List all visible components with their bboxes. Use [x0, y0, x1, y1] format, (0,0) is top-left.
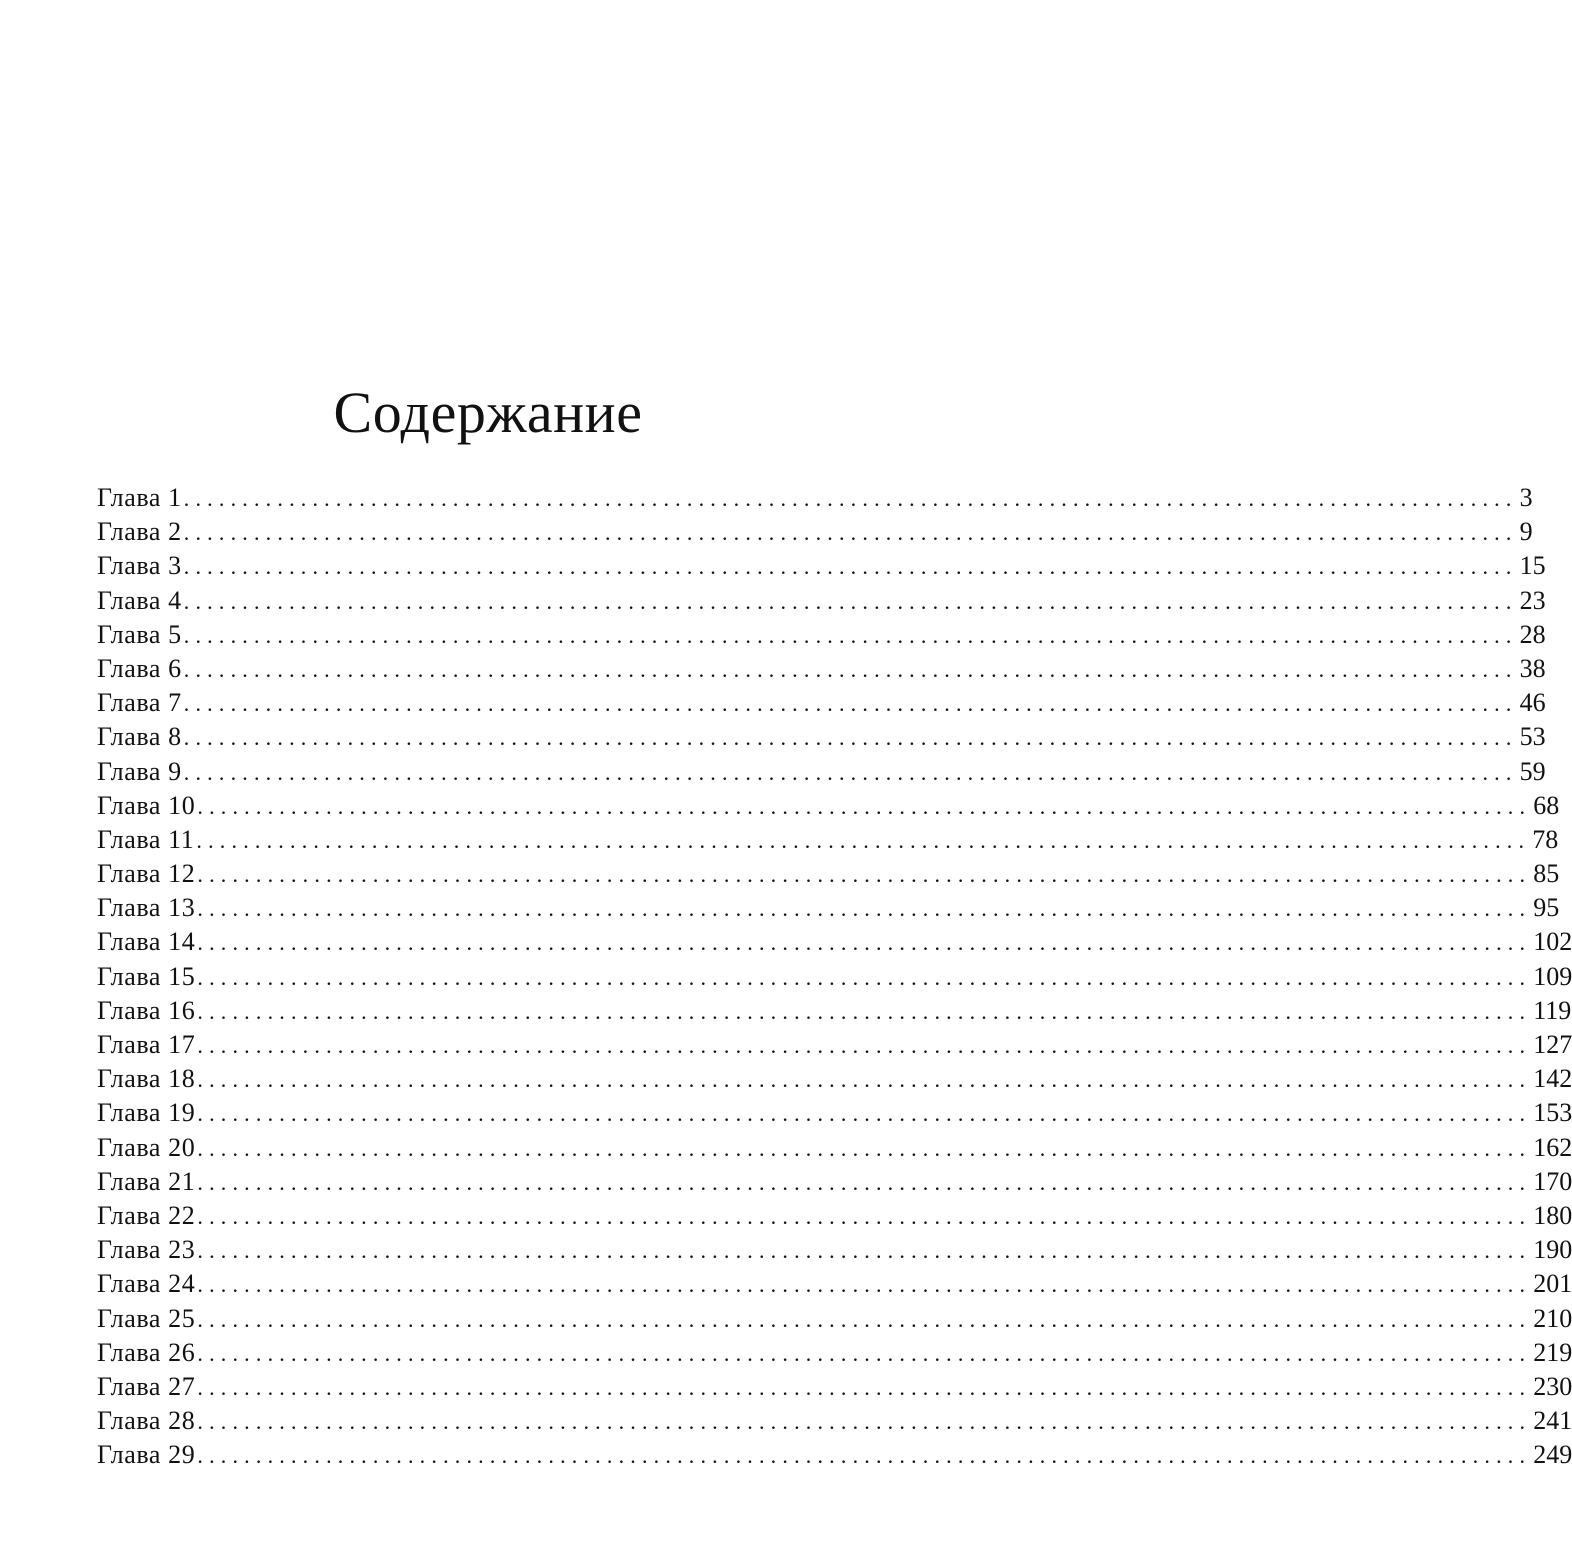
toc-entry-label: Глава 7: [97, 688, 182, 718]
dot-leader: ..................................................................................................................: [197, 1443, 1532, 1469]
dot-leader: ..................................................................................................................: [197, 1340, 1532, 1366]
toc-entry[interactable]: [97, 549, 1546, 583]
toc-entry[interactable]: [97, 1267, 1572, 1301]
dot-leader: ..................................................................................................................: [197, 793, 1532, 819]
toc-entry-label: Глава 15: [97, 961, 196, 991]
toc-entry[interactable]: [97, 515, 1533, 549]
toc-entry-page-number: 170: [1533, 1166, 1572, 1196]
toc-entry-label: Глава 14: [97, 927, 196, 957]
toc-entry-label: Глава 13: [97, 893, 196, 923]
toc-entry-page-number: 142: [1533, 1064, 1572, 1094]
toc-entry[interactable]: [97, 857, 1560, 891]
toc-entry-page-number: 241: [1533, 1406, 1572, 1436]
dot-leader: ..................................................................................................................: [183, 554, 1518, 580]
toc-entry-label: Глава 10: [97, 790, 196, 820]
toc-entry-page-number: 46: [1519, 688, 1546, 718]
toc-entry-label: Глава 17: [97, 1030, 196, 1059]
dot-leader: ..................................................................................................................: [197, 1203, 1532, 1229]
toc-entry-page-number: 119: [1533, 995, 1572, 1025]
toc-entry[interactable]: [97, 686, 1546, 720]
toc-entry-page-number: 3: [1519, 483, 1533, 512]
toc-entry[interactable]: [97, 720, 1546, 754]
toc-entry[interactable]: [97, 652, 1546, 686]
toc-entry-page-number: 153: [1533, 1098, 1572, 1128]
toc-entry-label: Глава 16: [97, 995, 196, 1025]
dot-leader: ..................................................................................................................: [197, 1169, 1532, 1195]
toc-entry[interactable]: [97, 891, 1560, 925]
dot-leader: ..................................................................................................................: [183, 622, 1518, 648]
toc-entry[interactable]: [97, 925, 1572, 959]
dot-leader: ..................................................................................................................: [197, 1033, 1532, 1058]
toc-entry[interactable]: [97, 1199, 1572, 1233]
toc-entry-page-number: 201: [1533, 1269, 1572, 1299]
toc-entry-page-number: 190: [1533, 1235, 1572, 1265]
dot-leader: ..................................................................................................................: [183, 520, 1518, 546]
toc-entry-label: Глава 20: [97, 1132, 196, 1162]
toc-entry-page-number: 38: [1519, 653, 1546, 683]
toc-entry[interactable]: [97, 789, 1560, 823]
toc-entry[interactable]: [97, 584, 1546, 618]
toc-entry-label: Глава 6: [97, 653, 182, 683]
toc-entry-label: Глава 11: [97, 824, 195, 854]
toc-entry[interactable]: [97, 994, 1572, 1028]
toc-entry-page-number: 127: [1533, 1030, 1572, 1059]
toc-entry-page-number: 15: [1519, 551, 1546, 581]
toc-entry[interactable]: [97, 1096, 1572, 1130]
toc-entry-page-number: 219: [1533, 1337, 1572, 1367]
toc-entry-page-number: 180: [1533, 1200, 1572, 1230]
toc-entry-label: Глава 2: [97, 517, 182, 547]
toc-entry-label: Глава 26: [97, 1337, 196, 1367]
dot-leader: ..................................................................................................................: [197, 1272, 1532, 1298]
toc-entry[interactable]: [97, 618, 1546, 652]
toc-entry-label: Глава 29: [97, 1440, 196, 1470]
dot-leader: ..................................................................................................................: [183, 691, 1518, 717]
toc-entry-page-number: 102: [1533, 927, 1572, 957]
dot-leader: ..................................................................................................................: [197, 1101, 1532, 1127]
toc-entry[interactable]: [97, 1233, 1572, 1267]
toc-entry-page-number: 68: [1533, 790, 1560, 820]
toc-entry[interactable]: [97, 1404, 1572, 1438]
dot-leader: ..................................................................................................................: [197, 964, 1532, 990]
toc-entry-label: Глава 21: [97, 1166, 196, 1196]
dot-leader: ..................................................................................................................: [197, 930, 1532, 956]
dot-leader: ..................................................................................................................: [197, 1306, 1532, 1332]
dot-leader: ..................................................................................................................: [197, 998, 1532, 1024]
toc-entry-page-number: 59: [1519, 756, 1546, 786]
toc-entry-page-number: 9: [1519, 517, 1533, 547]
toc-entry-page-number: 78: [1532, 824, 1559, 854]
toc-entry[interactable]: [97, 755, 1546, 789]
toc-entry-label: Глава 3: [97, 551, 182, 581]
toc-entry[interactable]: [97, 1062, 1572, 1096]
toc-entry-label: Глава 24: [97, 1269, 196, 1299]
toc-entry-label: Глава 25: [97, 1303, 196, 1333]
toc-entry-label: Глава 18: [97, 1064, 196, 1094]
toc-entry-label: Глава 1: [97, 483, 182, 512]
toc-entry-label: Глава 23: [97, 1235, 196, 1265]
dot-leader: ..................................................................................................................: [183, 486, 1518, 511]
toc-entry-page-number: 23: [1519, 585, 1546, 615]
dot-leader: ..................................................................................................................: [183, 725, 1518, 751]
toc-entry-label: Глава 4: [97, 585, 182, 615]
dot-leader: ..................................................................................................................: [197, 1374, 1532, 1400]
dot-leader: ..................................................................................................................: [183, 656, 1518, 682]
toc-entry-page-number: 210: [1533, 1303, 1572, 1333]
dot-leader: ..................................................................................................................: [183, 759, 1518, 785]
toc-entry-page-number: 249: [1533, 1440, 1572, 1470]
toc-entry-label: Глава 27: [97, 1371, 196, 1401]
toc-entry[interactable]: [97, 823, 1559, 857]
dot-leader: ..................................................................................................................: [197, 862, 1532, 888]
toc-entry-page-number: 162: [1533, 1132, 1572, 1162]
toc-entry-label: Глава 8: [97, 722, 182, 752]
toc-entry-page-number: 28: [1519, 619, 1546, 649]
toc-entry[interactable]: [97, 481, 1533, 515]
toc-entry-page-number: 109: [1533, 961, 1572, 991]
toc-entry[interactable]: [97, 1131, 1572, 1165]
table-of-contents: [97, 481, 1572, 1472]
toc-entry-label: Глава 9: [97, 756, 182, 786]
dot-leader: ..................................................................................................................: [197, 1135, 1532, 1161]
toc-entry-label: Глава 12: [97, 859, 196, 889]
toc-entry[interactable]: [97, 1370, 1572, 1404]
toc-entry[interactable]: [97, 1028, 1572, 1062]
toc-entry-page-number: 85: [1533, 859, 1560, 889]
dot-leader: ..................................................................................................................: [183, 588, 1518, 614]
toc-entry-label: Глава 5: [97, 619, 182, 649]
toc-entry[interactable]: [97, 1336, 1572, 1370]
toc-entry-page-number: 230: [1533, 1371, 1572, 1401]
toc-entry-label: Глава 28: [97, 1406, 196, 1436]
toc-entry-page-number: 95: [1533, 893, 1560, 923]
toc-entry[interactable]: [97, 1438, 1572, 1472]
dot-leader: ..................................................................................................................: [197, 896, 1532, 922]
toc-entry-label: Глава 19: [97, 1098, 196, 1128]
toc-entry-label: Глава 22: [97, 1200, 196, 1230]
toc-entry[interactable]: [97, 1165, 1572, 1199]
dot-leader: ..................................................................................................................: [197, 1067, 1532, 1093]
dot-leader: ..................................................................................................................: [196, 827, 1531, 853]
toc-entry-page-number: 53: [1519, 722, 1546, 752]
page-title: Содержание: [333, 380, 643, 445]
dot-leader: ..................................................................................................................: [197, 1409, 1532, 1435]
dot-leader: ..................................................................................................................: [197, 1238, 1532, 1264]
toc-entry[interactable]: [97, 960, 1572, 994]
toc-entry[interactable]: [97, 1302, 1572, 1336]
